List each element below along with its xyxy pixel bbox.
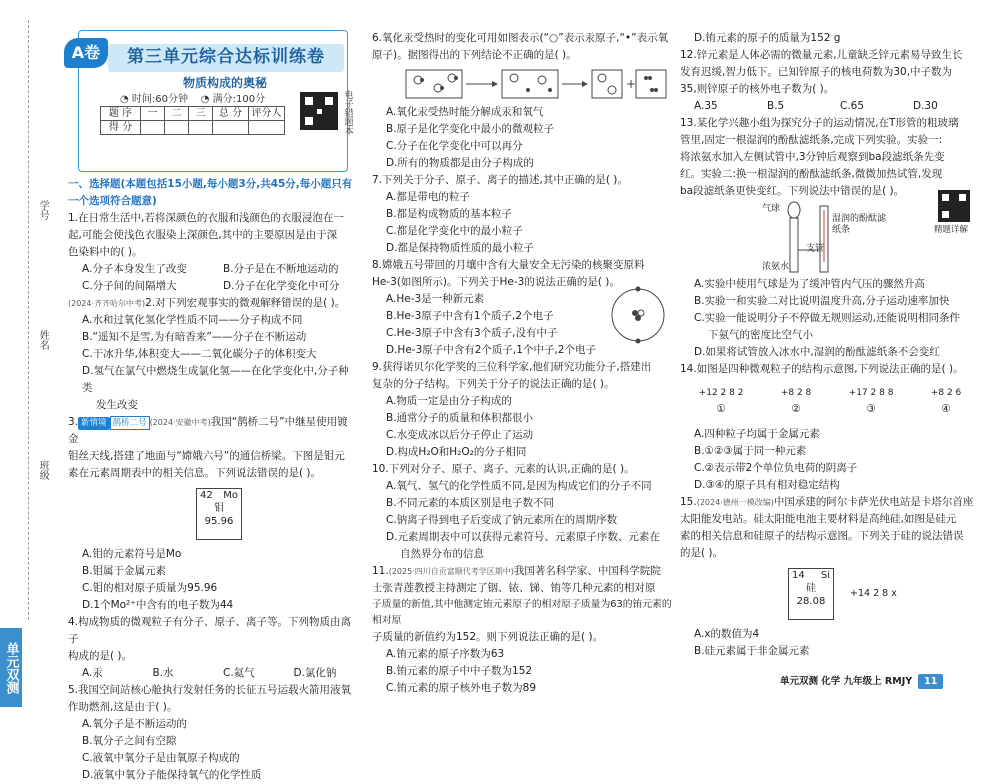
option[interactable]: C.He-3原子中含有3个质子,没有中子	[386, 327, 558, 339]
option[interactable]: A.实验中使用气球是为了缓冲管内气压的骤然升高	[694, 278, 925, 290]
question-text: 发育迟缓,智力低下。已知锌原子的核电荷数为30,中子数为	[680, 66, 953, 78]
qr-code-icon[interactable]	[300, 92, 338, 130]
question-number: 3.	[68, 416, 79, 428]
option[interactable]: D.元素周期表中可以获得元素符号、元素原子序数、元素在	[386, 531, 660, 543]
option[interactable]: B.He-3原子中含有1个质子,2个电子	[386, 310, 554, 322]
q8-options	[372, 291, 672, 359]
option[interactable]: B.氧分子之间有空隙	[82, 735, 177, 747]
volume-badge: A卷	[64, 38, 108, 68]
particle-number: ④	[941, 402, 951, 415]
source-note: (2024·德州一模改编)	[696, 498, 774, 507]
svg-text:+: +	[626, 77, 637, 91]
si-figure	[680, 562, 980, 626]
mo-element-cell	[196, 488, 242, 540]
option[interactable]: A.钼的元素符号是Mo	[82, 548, 182, 560]
particle-structures	[680, 378, 980, 426]
option[interactable]: A.分子本身发生了改变	[82, 263, 187, 275]
option[interactable]: A.物质一定是由分子构成的	[386, 395, 512, 407]
option[interactable]: A.氧气、氢气的化学性质不同,是因为构成它们的分子不同	[386, 480, 652, 492]
option[interactable]: D.都是保持物质性质的最小粒子	[386, 242, 534, 254]
question-text: 子质量的新值,其中他测定铕元素原子的相对原子质量为63的铕元素的相对原	[372, 599, 672, 626]
option[interactable]: B.不同元素的本质区别是电子数不同	[386, 497, 555, 509]
atomic-mass: 95.96	[204, 516, 234, 527]
nucleus: +8	[930, 388, 945, 399]
question-text: 将浓氨水加入左侧试管中,3分钟后观察到ba段滤纸条先变	[680, 151, 945, 163]
option[interactable]: A.汞	[82, 667, 103, 679]
option[interactable]: B.原子是化学变化中最小的微观粒子	[386, 123, 555, 135]
score-cell: 得 分	[101, 121, 141, 135]
score-icon: ◔	[200, 94, 210, 105]
page-number: 11	[918, 674, 943, 689]
question-text: 复杂的分子结构。下列关于分子的说法正确的是( )。	[372, 378, 615, 390]
shells: 2 6	[946, 388, 962, 399]
clock-icon: ◔	[120, 94, 129, 105]
option[interactable]: B.实验一和实验二对比说明温度升高,分子运动速率加快	[694, 295, 950, 307]
new-scenario-tag: 新情境	[78, 417, 110, 430]
time-limit: 时间:60分钟	[131, 94, 189, 105]
question-text: He-3(如图所示)。下列关于He-3的说法正确的是( )。	[372, 276, 620, 288]
score-cell: 三	[189, 107, 213, 121]
score-cell: 评分人	[249, 107, 285, 121]
atomic-number: 42	[200, 490, 213, 501]
option: 发生改变	[96, 399, 138, 411]
option[interactable]: C.液氧中氧分子是由氧原子构成的	[82, 752, 240, 764]
element-name: 硅	[806, 583, 816, 594]
option[interactable]: D.1个Mo²⁺中含有的电子数为44	[82, 599, 234, 611]
option: 下氨气的密度比空气小	[708, 329, 813, 341]
student-id-label: 学号	[37, 200, 49, 220]
he3-atom-diagram	[608, 285, 668, 345]
element-symbol: Si	[820, 570, 830, 581]
option[interactable]: D.所有的物质都是由分子构成的	[386, 157, 534, 169]
score-cell: 二	[165, 107, 189, 121]
question-text: 9.获得诺贝尔化学奖的三位科学家,他们研究功能分子,搭建出	[372, 361, 652, 373]
option[interactable]: D.氢气在氯气中燃烧生成氯化氢——在化学变化中,分子种类	[82, 365, 349, 394]
question-text: 钼丝天线,搭建了地面与“嫦娥六号”的通信桥梁。下图是钼元	[68, 450, 345, 462]
score-cell: 题 序	[101, 107, 141, 121]
question-text: 构成的是( )。	[68, 650, 133, 662]
question-text: 管里,固定一根湿润的酚酞滤纸条,完成下列实验。实验一:	[680, 134, 943, 146]
reaction-diagram	[372, 64, 672, 104]
section-heading: 一、选择题(本题包括15小题,每小题3分,共45分,每小题只有	[68, 178, 353, 190]
source-note: (2025·四川自贡富顺代考学区期中)	[388, 567, 514, 576]
paper-label: 湿润的酚酞滤纸条	[832, 214, 887, 235]
question-text: 太阳能发电站。硅太阳能电池主要材料是高纯硅,如图是硅元	[680, 513, 957, 525]
section-heading: 一个选项符合题意)	[68, 195, 157, 207]
nucleus: +8	[780, 388, 795, 399]
question-text: 作助燃剂,这是由于( )。	[68, 701, 178, 713]
option[interactable]: C.分子在化学变化中可以再分	[386, 140, 523, 152]
question-text: 8.嫦娥五号带回的月壤中含有大量安全无污染的核聚变原料	[372, 259, 645, 271]
shells: 2 8 x	[873, 588, 897, 599]
question-text: 6.氧化汞受热时的变化可用如图表示(“○”表示汞原子,“•”表示氧	[372, 32, 669, 44]
question-text: 素在元素周期表中的相关信息。下列说法错误的是( )。	[68, 467, 322, 479]
score-cell: 一	[141, 107, 165, 121]
column-2	[372, 30, 672, 697]
option[interactable]: B.铕元素的原子中中子数为152	[386, 664, 533, 677]
option[interactable]: C.都是化学变化中的最小粒子	[386, 225, 523, 237]
option[interactable]: D.铕元素的原子的质量为152 g	[694, 32, 841, 44]
option[interactable]: D.30	[913, 100, 938, 112]
particle-number: ①	[716, 402, 726, 415]
option[interactable]: C.钠离子得到电子后变成了钠元素所在的周期序数	[386, 514, 618, 526]
name-label: 姓名	[37, 330, 49, 350]
option[interactable]: B.“遥知不是雪,为有暗香来”——分子在不断运动	[82, 331, 307, 343]
option[interactable]: A.水和过氧化氢化学性质不同——分子构成不同	[82, 314, 303, 326]
question-text: 我国著名科学家、中国科学院院	[513, 565, 661, 577]
option[interactable]: D.③④的原子具有相对稳定结构	[694, 479, 840, 491]
atomic-mass: 28.08	[796, 596, 826, 607]
mercury-oxide-figure	[372, 64, 672, 104]
question-text: 14.如图是四种微观粒子的结构示意图,下列说法正确的是( )。	[680, 363, 964, 375]
option[interactable]: B.水	[152, 667, 174, 679]
shells: 2 8	[796, 388, 812, 399]
footer-text: 单元双测 化学 九年级上 RMJY	[780, 676, 913, 687]
e-mistake-book: 电子错题本	[342, 90, 353, 135]
option[interactable]: A.四种粒子均属于金属元素	[694, 428, 820, 440]
question-text: ba段滤纸条更快变红。下列说法中错误的是( )。	[680, 185, 905, 197]
question-text: 中国承建的阿尔卡萨光伏电站是卡塔尔首座	[773, 496, 974, 508]
page-footer	[780, 674, 943, 689]
element-symbol: Mo	[223, 490, 238, 501]
option[interactable]: B.5	[767, 100, 785, 112]
t-tube-figure	[680, 200, 980, 276]
option[interactable]: C.65	[840, 100, 865, 112]
option[interactable]: B.硅元素属于非金属元素	[694, 645, 810, 657]
question-text: 10.下列对分子、原子、离子、元素的认识,正确的是( )。	[372, 463, 635, 475]
question-text: 我国“鹊桥二号”中继星使用镀金	[68, 416, 348, 445]
explain-label: 精题详解	[934, 225, 969, 235]
particle-4	[931, 386, 961, 418]
score-cell: 总 分	[213, 107, 249, 121]
option[interactable]: B.都是构成物质的基本粒子	[386, 208, 513, 220]
branch-label: 支管	[806, 244, 825, 254]
option[interactable]: A.氧分子是不断运动的	[82, 718, 187, 730]
question-text: 素的相关信息和硅原子的结构示意图。下列关于硅的说法错误	[680, 530, 964, 542]
balloon-label: 气球	[762, 204, 781, 214]
page-title: 第三单元综合达标训练卷	[108, 44, 344, 72]
nucleus: +12	[698, 388, 718, 399]
column-1	[68, 176, 358, 784]
nucleus: +17	[848, 388, 868, 399]
option[interactable]: D.液氧中氧分子能保持氧气的化学性质	[82, 769, 262, 781]
series-bar: 单元双测	[0, 628, 22, 707]
option[interactable]: A.铕元素的原子序数为63	[386, 647, 505, 660]
si-element-cell	[788, 568, 834, 620]
option[interactable]: C.铕元素的原子核外电子数为89	[386, 681, 537, 694]
option[interactable]: A.He-3是一种新元素	[386, 293, 485, 305]
option[interactable]: D.氯化钠	[293, 667, 337, 679]
question-text: 色染料中的( )。	[68, 246, 143, 258]
option[interactable]: B.通常分子的质量和体积都很小	[386, 412, 534, 424]
option[interactable]: D.分子在化学变化中可分	[223, 280, 340, 292]
option[interactable]: C.②表示带2个单位负电荷的阴离子	[694, 462, 858, 474]
question-text: 5.我国空间站核心舱执行发射任务的长征五号运载火箭用液氧	[68, 684, 352, 696]
question-text: 的是( )。	[680, 547, 724, 559]
option[interactable]: B.分子是在不断地运动的	[223, 263, 339, 275]
option[interactable]: C.氦气	[223, 667, 255, 679]
question-text: 2.对下列宏观事实的微观解释错误的是( )。	[145, 297, 346, 309]
question-text: 红。实验二:换一根湿润的酚酞滤纸条,微微加热试管,发现	[680, 168, 943, 180]
score-table	[100, 106, 285, 135]
question-text: 7.下列关于分子、原子、离子的描述,其中正确的是( )。	[372, 174, 628, 186]
option[interactable]: C.水变成冰以后分子停止了运动	[386, 429, 534, 441]
question-text: 士张青莲教授主持测定了铟、铱、锑、铕等几种元素的相对原	[372, 582, 656, 594]
question-text: 12.锌元素是人体必需的微量元素,儿童缺乏锌元素易导致生长	[680, 49, 963, 61]
particle-number: ③	[866, 402, 876, 415]
option[interactable]: D.He-3原子中含有2个质子,1个中子,2个电子	[386, 344, 596, 356]
qr-code-icon[interactable]	[938, 190, 970, 222]
atomic-number: 14	[792, 570, 805, 581]
particle-1	[699, 386, 744, 418]
topic-tag: 鹊桥二号	[110, 416, 150, 430]
full-score: 满分:100分	[212, 94, 266, 105]
option[interactable]: B.①②③属于同一种元素	[694, 445, 807, 457]
option[interactable]: C.分子间的间隔增大	[82, 280, 177, 292]
option[interactable]: A.氧化汞受热时能分解成汞和氧气	[386, 106, 544, 118]
question-text: 4.构成物质的微观粒子有分子、原子、离子等。下列物质由离子	[68, 616, 352, 645]
option: 自然界分布的信息	[400, 548, 484, 560]
cut-line	[28, 20, 29, 620]
option[interactable]: C.钼的相对原子质量为95.96	[82, 582, 218, 594]
option[interactable]: A.x的数值为4	[694, 628, 760, 640]
question-text: 起,可能会使浅色衣服染上深颜色,其中的主要原因是由于深	[68, 229, 338, 241]
column-3	[680, 30, 980, 660]
question-text: 35,则锌原子的核外电子数为( )。	[680, 83, 835, 95]
option[interactable]: A.35	[694, 100, 718, 112]
option[interactable]: C.干冰升华,体积变大——二氧化碳分子的体积变大	[82, 348, 317, 360]
source-note: (2024·齐齐哈尔中考)	[68, 299, 146, 308]
option[interactable]: D.如果将试管放入冰水中,湿润的酚酞滤纸条不会变红	[694, 346, 940, 358]
question-text: 子质量的新值约为152。则下列说法正确的是( )。	[372, 630, 604, 643]
option[interactable]: A.都是带电的粒子	[386, 191, 470, 203]
question-text: 13.某化学兴趣小组为探究分子的运动情况,在T形管的粗玻璃	[680, 117, 959, 129]
si-structure	[850, 586, 897, 601]
option[interactable]: D.构成H₂O和H₂O₂的分子相同	[386, 446, 527, 458]
mo-figure	[68, 482, 358, 546]
shells: 2 8 8	[870, 388, 894, 399]
page-subtitle: 物质构成的奥秘	[182, 76, 267, 90]
binding-margin	[0, 0, 62, 707]
question-number: 15.	[680, 496, 697, 508]
element-name: 钼	[214, 503, 224, 514]
question-number: 11.	[372, 565, 389, 577]
question-text: 原子)。据图得出的下列结论不正确的是( )。	[372, 49, 577, 61]
class-label: 班级	[37, 460, 49, 480]
option[interactable]: B.钼属于金属元素	[82, 565, 167, 577]
source-note: (2024·安徽中考)	[149, 418, 211, 427]
nucleus: +14	[850, 588, 871, 599]
shells: 2 8 2	[720, 388, 744, 399]
question-text: 1.在日常生活中,若将深颜色的衣服和浅颜色的衣服浸泡在一	[68, 212, 344, 224]
ammonia-label: 浓氨水	[762, 262, 790, 272]
particle-3	[849, 386, 894, 418]
option[interactable]: C.实验一能说明分子不停做无规则运动,还能说明相同条件	[694, 312, 961, 324]
particle-number: ②	[791, 402, 801, 415]
particle-2	[781, 386, 811, 418]
